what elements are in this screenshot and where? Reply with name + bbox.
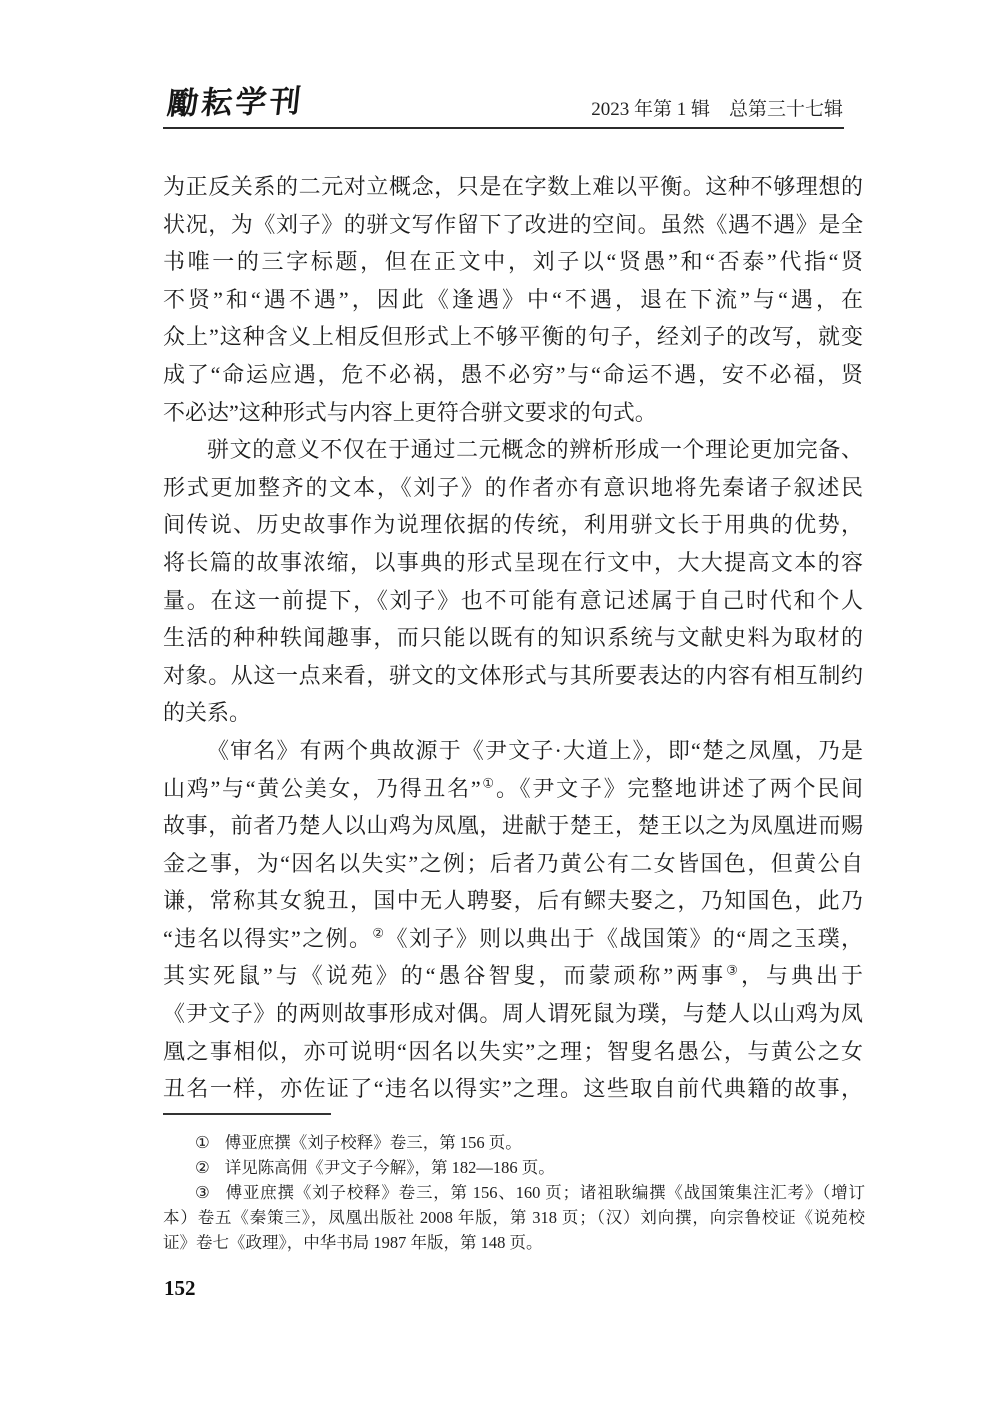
- footnote-3-line-2: 本）卷五《秦策三》，凤凰出版社 2008 年版，第 318 页；（汉）刘向撰，向宗鲁校证《说苑校: [163, 1208, 865, 1227]
- paragraph-2-line-1: 骈文的意义不仅在于通过二元概念的辨析形成一个理论更加完备、: [207, 437, 863, 463]
- paragraph-1-line-2: 状况，为《刘子》的骈文写作留下了改进的空间。虽然《遇不遇》是全: [163, 211, 863, 237]
- paragraph-2-line-8: 的关系。: [163, 700, 252, 726]
- paragraph-2-line-5: 量。在这一前提下，《刘子》也不可能有意记述属于自己时代和个人: [163, 587, 863, 613]
- footnote-text: 详见陈高佣《尹文子今解》，第 182—186 页。: [224, 1158, 555, 1177]
- paragraph-1-line-3: 书唯一的三字标题，但在正文中，刘子以“贤愚”和“否泰”代指“贤: [163, 249, 863, 275]
- paragraph-2-line-2: 形式更加整齐的文本，《刘子》的作者亦有意识地将先秦诸子叙述民: [163, 474, 863, 500]
- issue-label: 2023 年第 1 辑: [591, 99, 710, 120]
- paragraph-2-line-6: 生活的种种轶闻趣事，而只能以既有的知识系统与文献史料为取材的: [163, 625, 863, 651]
- footnote-text: 傅亚庶撰《刘子校释》卷三，第 156 页。: [224, 1133, 522, 1152]
- paragraph-3-line-2: 山鸡”与“黄公美女，乃得丑名”①。《尹文子》完整地讲述了两个民间: [163, 775, 863, 801]
- paragraph-3-line-3: 故事，前者乃楚人以山鸡为凤凰，进献于楚王，楚王以之为凤凰进而赐: [163, 813, 863, 839]
- paragraph-1-line-7: 不必达”这种形式与内容上更符合骈文要求的句式。: [163, 399, 657, 425]
- footnote-number: ②: [195, 1158, 210, 1177]
- header-rule: [163, 127, 844, 129]
- footnote-number: ③: [195, 1183, 211, 1202]
- footnotes-list: [163, 1130, 865, 1255]
- footnote-1-line-1: [163, 1130, 865, 1155]
- footnote-text: 傅亚庶撰《刘子校释》卷三，第 156、160 页；诸祖耿编撰《战国策集注汇考》（增订: [225, 1183, 865, 1202]
- paragraph-2-line-7: 对象。从这一点来看，骈文的文体形式与其所要表达的内容有相互制约: [163, 662, 863, 688]
- paragraph-3-line-10: 丑名一样，亦佐证了“违名以得实”之理。这些取自前代典籍的故事，: [163, 1076, 863, 1102]
- paragraph-3-line-5: 谦，常称其女貌丑，国中无人聘娶，后有鳏夫娶之，乃知国色，此乃: [163, 888, 863, 914]
- footnote-number: ①: [195, 1133, 210, 1152]
- footnote-separator: [163, 1113, 331, 1115]
- footnote-ref-marker: ①: [480, 775, 496, 791]
- paragraph-3-line-4: 金之事，为“因名以失实”之例；后者乃黄公有二女皆国色，但黄公自: [163, 850, 863, 876]
- paragraph-2-line-3: 间传说、历史故事作为说理依据的传统，利用骈文长于用典的优势，: [163, 512, 863, 538]
- body-text: [163, 168, 863, 1108]
- page-number: 152: [164, 1276, 196, 1300]
- paragraph-1-line-4: 不贤”和“遇不遇”，因此《逢遇》中“不遇，退在下流”与“遇，在: [163, 286, 863, 312]
- journal-logo: 勵耘学刊: [165, 83, 306, 122]
- paragraph-3-line-6: “违名以得实”之例。②《刘子》则以典出于《战国策》的“周之玉璞，: [163, 925, 863, 951]
- paragraph-3-line-9: 凰之事相似，亦可说明“因名以失实”之理；智叟名愚公，与黄公之女: [163, 1038, 863, 1064]
- volume-label: 总第三十七辑: [728, 99, 843, 120]
- paragraph-3-line-1: 《审名》有两个典故源于《尹文子·大道上》，即“楚之凤凰，乃是: [207, 737, 863, 763]
- footnote-2-line-1: [163, 1155, 865, 1180]
- footnote-3-line-1: [163, 1180, 865, 1205]
- paragraph-2-line-4: 将长篇的故事浓缩，以事典的形式呈现在行文中，大大提高文本的容: [163, 549, 863, 575]
- paragraph-1-line-5: 众上”这种含义上相反但形式上不够平衡的句子，经刘子的改写，就变: [163, 324, 863, 350]
- footnote-ref-marker: ②: [372, 925, 386, 941]
- header-issue-info: [591, 97, 843, 123]
- footnote-3-line-3: 证》卷七《政理》，中华书局 1987 年版，第 148 页。: [163, 1233, 543, 1252]
- paragraph-1-line-1: 为正反关系的二元对立概念，只是在字数上难以平衡。这种不够理想的: [163, 174, 863, 199]
- paragraph-3-line-8: 《尹文子》的两则故事形成对偶。周人谓死鼠为璞，与楚人以山鸡为凤: [163, 1001, 863, 1027]
- footnote-ref-marker: ③: [726, 963, 742, 979]
- paragraph-3-line-7: 其实死鼠”与《说苑》的“愚谷智叟，而蒙顽称”两事③，与典出于: [163, 963, 863, 989]
- paragraph-1-line-6: 成了“命运应遇，危不必祸，愚不必穷”与“命运不遇，安不必福，贤: [163, 361, 863, 387]
